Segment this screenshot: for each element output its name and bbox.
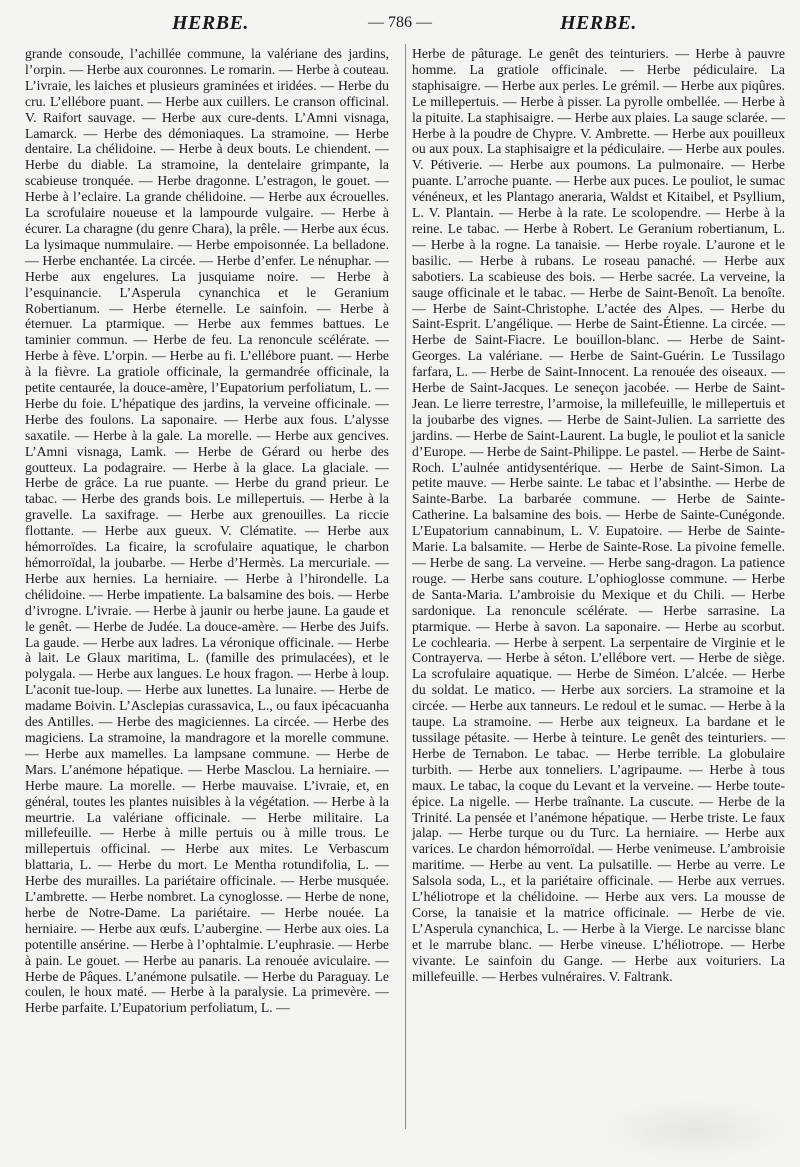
column-divider — [405, 44, 406, 1129]
right-column — [412, 46, 785, 984]
right-headword: HERBE. — [560, 12, 637, 34]
left-headword: HERBE. — [172, 12, 249, 34]
left-column — [25, 46, 389, 1016]
page-number: — 786 — — [368, 14, 432, 31]
left-column-text: grande consoude, l’achillée commune, la valériane des jardins, l’orpin. — Herbe aux couronnes. Le romarin. — Herbe à couteau. L’ivraie, les laiches et plusieurs graminées et iridées. — Herbe du cru. L’ellébore puant. — Herbe aux cuillers. Le cranson officinal. V. Raifort sauvage. — Herbe aux cure-dents. L’Amni visnaga, Lamarck. — Herbe des démoniaques. La stramoine. — Herbe dentaire. La chélidoine. — Herbe à deux bouts. Le chiendent. — Herbe du diable. La stramoine, la dentelaire grimpante, la scabieuse tronquée. — Herbe dragonne. L’estragon, le gouet. — Herbe à l’eclaire. La grande chélidoine. — Herbe aux écrouelles. La scrofulaire noueuse et la lampourde vulgaire. — Herbe à écurer. La charagne (du genre Chara), la prêle. — Herbe aux écus. La lysimaque nummulaire. — Herbe empoisonnée. La belladone. — Herbe enchantée. La circée. — Herbe d’enfer. Le nénuphar. — Herbe aux engelures. La jusquiame noire. — Herbe à l’esquinancie. L’Asperula cynanchica et le Geranium Robertianum. — Herbe éternelle. Le sainfoin. — Herbe à éternuer. La ptarmique. — Herbe aux femmes battues. Le taminier commun. — Herbe de feu. La renoncule scélérate. — Herbe à fève. L’orpin. — Herbe au fi. L’ellébore puant. — Herbe à la fièvre. La gratiole officinale, la germandrée officinale, la petite centaurée, la douce-amère, l’Eupatorium perfoliatum, L. — Herbe du foie. L’hépatique des jardins, la verveine officinale. — Herbe des foulons. La saponaire. — Herbe aux fous. L’alysse saxatile. — Herbe à la gale. La morelle. — Herbe aux gencives. L’Amni visnaga, Lamk. — Herbe de Gérard ou herbe des goutteux. La podagraire. — Herbe à la glace. La glaciale. — Herbe de grâce. La rue puante. — Herbe du grand prieur. Le tabac. — Herbe des grands bois. Le millepertuis. — Herbe à la gravelle. La saxifrage. — Herbe aux grenouilles. La riccie flottante. — Herbe aux gueux. V. Clématite. — Herbe aux hémorroïdes. La ficaire, la scrofulaire aquatique, le charbon hémorroïdal, la joubarbe. — Herbe d’Hermès. La mercuriale. — Herbe aux hernies. La herniaire. — Herbe à l’hirondelle. La chélidoine. — Herbe impatiente. La balsamine des bois. — Herbe d’ivrogne. L’ivraie. — Herbe à jaunir ou herbe jaune. La gaude et le genêt. — Herbe de Judée. La douce-amère. — Herbe des Juifs. La gaude. — Herbe aux ladres. La véronique officinale. — Herbe à lait. Le Glaux maritima, L. (famille des primulacées), et le polygala. — Herbe aux langues. Le houx fragon. — Herbe à loup. L’aconit tue-loup. — Herbe aux lunettes. La lunaire. — Herbe de madame Boivin. L’Asclepias curassavica, L., ou faux ipécacuanha des Antilles. — Herbe des magiciennes. La circée. — Herbe des magiciens. La stramoine, la mandragore et la morelle commune. — Herbe aux mamelles. La lampsane commune. — Herbe de Mars. L’anémone hépatique. — Herbe Masclou. La herniaire. — Herbe maure. La morelle. — Herbe mauvaise. L’ivraie, et, en général, toutes les plantes nuisibles à la végétation. — Herbe à la meurtrie. La valériane officinale. — Herbe militaire. La millefeuille. — Herbe à mille pertuis ou à mille trous. Le millepertuis officinal. — Herbe aux mites. Le Verbascum blattaria, L. — Herbe du mort. Le Mentha rotundifolia, L. — Herbe des murailles. La pariétaire officinale. — Herbe musquée. L’ambrette. — Herbe nombret. La cynoglosse. — Herbe de none, herbe de Notre-Dame. La pariétaire. — Herbe nouée. La herniaire. — Herbe aux œufs. L’aubergine. — Herbe aux oies. La potentille ansérine. — Herbe à l’ophtalmie. L’euphrasie. — Herbe à pain. Le gouet. — Herbe au panaris. La renouée aviculaire. — Herbe de Pâques. L’anémone pulsatile. — Herbe du Paraguay. Le coulen, le houx maté. — Herbe à la paralysie. La primevère. — Herbe parfaite. L’Eupatorium perfoliatum, L. — — [25, 46, 389, 1016]
right-column-text: Herbe de pâturage. Le genêt des teinturiers. — Herbe à pauvre homme. La gratiole officinale. — Herbe pédiculaire. La staphisaigre. — Herbe aux perles. Le grémil. — Herbe aux piqûres. Le millepertuis. — Herbe à pisser. La pyrolle ombellée. — Herbe à la pituite. La staphisaigre. — Herbe aux plaies. La sauge sclarée. — Herbe à la poudre de Chypre. V. Ambrette. — Herbe aux pouilleux ou aux poux. La staphisaigre et la pédiculaire. — Herbe aux poules. V. Pétiverie. — Herbe aux poumons. La pulmonaire. — Herbe puante. L’arroche puante. — Herbe aux puces. Le pouliot, le sumac vénéneux, et les Plantago aneraria, Waldst et Kitaibel, et Psyllium, L. V. Plantain. — Herbe à la rate. Le scolopendre. — Herbe à la reine. Le tabac. — Herbe à Robert. Le Geranium robertianum, L. — Herbe à la rogne. La tanaisie. — Herbe royale. L’aurone et le basilic. — Herbe à rubans. Le roseau panaché. — Herbe aux sabotiers. La scabieuse des bois. — Herbe sacrée. La verveine, la sauge officinale et le tabac. — Herbe de Saint-Benoît. La benoîte. — Herbe de Saint-Christophe. L’actée des Alpes. — Herbe du Saint-Esprit. L’angélique. — Herbe de Saint-Étienne. La circée. — Herbe de Saint-Fiacre. Le bouillon-blanc. — Herbe de Saint-Georges. La valériane. — Herbe de Saint-Guérin. Le Tussilago farfara, L. — Herbe de Saint-Innocent. La renouée des oiseaux. — Herbe de Saint-Jacques. Le seneçon jacobée. — Herbe de Saint-Jean. Le lierre terrestre, l’armoise, la millefeuille, le millepertuis et la joubarbe des vignes. — Herbe de Saint-Julien. La sarriette des jardins. — Herbe de Saint-Laurent. La bugle, le pouliot et la sanicle d’Europe. — Herbe de Saint-Philippe. Le pastel. — Herbe de Saint-Roch. L’aulnée antidysentérique. — Herbe de Saint-Simon. La petite mauve. — Herbe sainte. Le tabac et l’absinthe. — Herbe de Sainte-Barbe. La barbarée commune. — Herbe de Sainte-Catherine. La balsamine des bois. — Herbe de Sainte-Cunégonde. L’Eupatorium cannabinum, L. V. Eupatoire. — Herbe de Sainte-Marie. La balsamite. — Herbe de Sainte-Rose. La pivoine femelle. — Herbe de sang. La verveine. — Herbe sang-dragon. La patience rouge. — Herbe sans couture. L’ophioglosse commune. — Herbe de Santa-Maria. L’ambroisie du Mexique et du Chili. — Herbe sardonique. La renoncule scélérate. — Herbe sarrasine. La ptarmique. — Herbe à savon. La saponaire. — Herbe au scorbut. Le cochlearia. — Herbe à serpent. La serpentaire de Virginie et le Contrayerva. — Herbe à séton. L’ellébore vert. — Herbe de siège. La scrofulaire aquatique. — Herbe de Siméon. L’alcée. — Herbe du soldat. Le matico. — Herbe aux sorciers. La stramoine et la circée. — Herbe aux tanneurs. Le redoul et le sumac. — Herbe à la taupe. La stramoine. — Herbe aux teigneux. La bardane et le tussilage pétasite. — Herbe à teinture. Le genêt des teinturiers. — Herbe de Ternabon. Le tabac. — Herbe terrible. La globulaire turbith. — Herbe aux tonneliers. L’agripaume. — Herbe à tous maux. Le tabac, la coque du Levant et la verveine. — Herbe toute-épice. La nigelle. — Herbe traînante. La cuscute. — Herbe de la Trinité. La pensée et l’anémone hépatique. — Herbe triste. Le faux jalap. — Herbe turque ou du Turc. La herniaire. — Herbe aux varices. Le chardon hémorroïdal. — Herbe venimeuse. L’ambroisie maritime. — Herbe au vent. La pulsatille. — Herbe au verre. Le Salsola soda, L., et la pariétaire officinale. — Herbe aux verrues. L’héliotrope et la chélidoine. — Herbe aux vers. La mousse de Corse, la tanaisie et la matrice officinale. — Herbe de vie. L’Asperula cynanchica, L. — Herbe à la Vierge. Le narcisse blanc et le marrube blanc. — Herbe vineuse. L’héliotrope. — Herbe vivante. Le sainfoin du Gange. — Herbe aux voituriers. La millefeuille. — Herbes vulnéraires. V. Faltrank. — [412, 46, 785, 984]
page-header — [0, 12, 800, 38]
paper-stain — [600, 1100, 790, 1160]
